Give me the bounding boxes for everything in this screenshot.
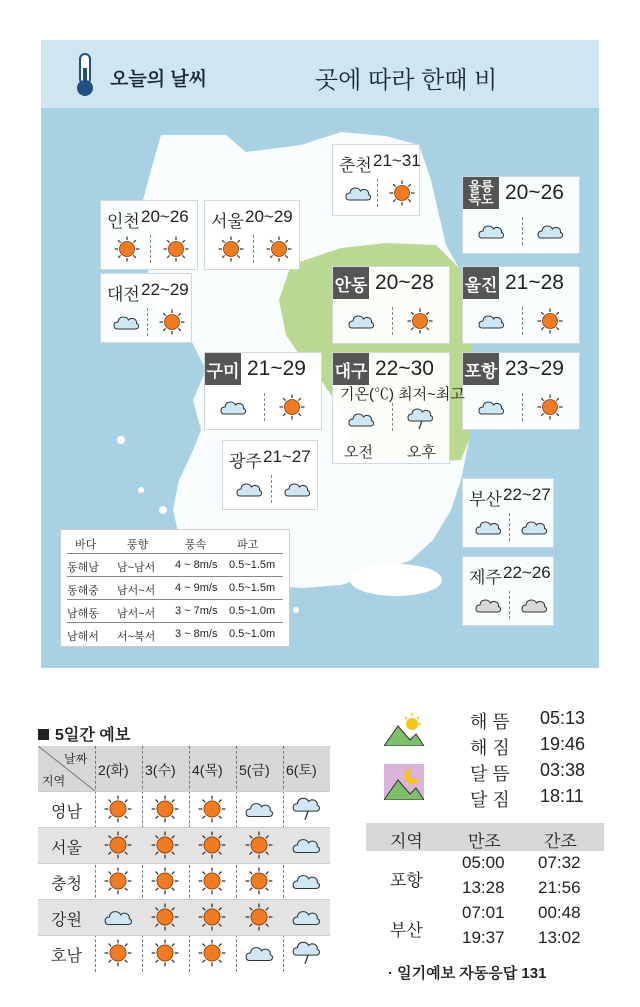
sea-cell: 0.5~1.5m [229,582,276,594]
city-temp: 21~27 [263,447,311,466]
sun-icon [265,235,293,263]
cloud-icon [347,405,375,433]
rain-icon [291,794,321,824]
sun-icon [103,938,133,968]
sea-cell: 0.5~1.0m [229,605,276,617]
sun-icon [197,830,227,860]
city-card-daejeon [100,273,192,343]
city-temp: 20~26 [141,207,189,226]
sun-icon [197,794,227,824]
rain-icon [291,938,321,968]
sea-cell: 3 ~ 8m/s [175,628,218,640]
sea-cell: 동해중 [67,585,99,597]
sea-forecast-table [60,529,290,647]
forecast-day: 5(금) [239,762,270,778]
sea-cell: 0.5~1.0m [229,628,276,640]
city-card-andong [332,266,450,344]
forecast-title [38,722,130,745]
cloud-icon [291,866,321,896]
city-name: 인천 [107,212,140,231]
sun-icon [406,307,434,335]
sun-icon [244,830,274,860]
sea-row [67,624,283,645]
sun-icon [536,393,564,421]
moonset-label: 달 짐 [470,790,510,810]
sea-row [67,578,283,600]
city-temp: 21~28 [505,271,564,294]
sun-icon [150,830,180,860]
sun-icon [150,794,180,824]
cloud-icon [474,591,502,619]
sea-header: 파고 [237,539,259,551]
city-temp: 22~29 [141,280,189,299]
forecast-day: 4(목) [192,762,223,778]
cloud-icon [344,179,372,207]
forecast-region: 강원 [51,912,82,929]
sun-icon [103,830,133,860]
city-name: 부산 [469,490,502,509]
city-card-seoul [204,200,300,270]
city-card-busan [462,478,554,548]
phone-service-note: · 일기예보 자동응답 131 [388,965,547,982]
tide-high: 07:01 [462,903,505,922]
sun-icon [150,866,180,896]
city-name: 제주 [469,568,502,587]
sea-cell: 남~남서 [117,562,156,574]
forecast-day: 3(수) [145,762,176,778]
city-name-badge: 울진 [463,267,499,299]
city-name-badge: 포항 [463,353,499,385]
cloud-icon [219,393,247,421]
sea-cell: 남해동 [67,608,99,620]
tide-region: 포항 [390,871,423,890]
forecast-day: 2(화) [98,762,129,778]
city-temp: 23~29 [505,357,564,380]
corner-region-label: 지역 [42,774,66,788]
cloud-icon [474,513,502,541]
sunset-time: 19:46 [540,734,586,754]
sun-icon [150,938,180,968]
forecast-region: 영남 [51,804,82,821]
city-card-pohang [462,352,580,430]
cloud-icon [112,308,140,336]
sunrise-time: 05:13 [540,708,586,728]
city-name-badge: 대구 [333,353,369,385]
city-name-badge: 울릉 독도 [463,177,499,209]
city-name-badge: 안동 [333,267,369,299]
sun-icon [388,179,416,207]
cloud-icon [520,591,548,619]
forecast-title-text: 5일간 예보 [55,727,131,744]
city-card-gumi [204,352,322,430]
sun-icon [103,794,133,824]
sunrise-icon [384,712,424,746]
cloud-icon [103,902,133,932]
sun-icon [158,308,186,336]
city-name: 광주 [229,452,262,471]
sun-icon [103,866,133,896]
tide-low: 13:02 [538,928,581,947]
forecast-region: 호남 [51,948,82,965]
forecast-region: 서울 [51,840,82,857]
moonset-time: 18:11 [540,786,584,806]
sun-icon [244,866,274,896]
rain-icon [406,405,434,433]
moonrise-time: 03:38 [540,760,586,780]
sunset-label: 해 짐 [470,738,510,758]
tide-low: 00:48 [538,903,581,922]
thermometer-icon [72,52,98,98]
forecast-region: 충청 [51,876,82,893]
cloud-icon [477,393,505,421]
sun-icon [150,902,180,932]
sea-cell: 남서~서 [117,585,156,597]
cloud-icon [477,307,505,335]
city-card-chuncheon [332,144,420,216]
city-card-uljin [462,266,580,344]
city-temp: 22~26 [503,563,551,582]
city-name: 대전 [107,285,140,304]
sun-icon [536,307,564,335]
cloud-icon [291,902,321,932]
sea-cell: 0.5~1.5m [229,559,276,571]
legend-am: 오전 [344,444,373,461]
tide-header-region: 지역 [390,832,423,851]
tide-low: 21:56 [538,878,581,897]
forecast-day: 6(토) [286,762,317,778]
cloud-icon [536,217,564,245]
cloud-icon [347,307,375,335]
tide-header-low: 간조 [544,832,577,851]
sun-icon [113,235,141,263]
corner-date-label: 날짜 [64,752,88,766]
sea-cell: 4 ~ 8m/s [175,559,218,571]
sea-header-row [67,532,283,554]
legend-pm: 오후 [407,444,436,461]
page-title: 오늘의 날씨 [110,69,208,90]
cloud-icon [283,475,311,503]
headline: 곳에 따라 한때 비 [315,67,498,94]
tide-low: 07:32 [538,853,581,872]
sea-cell: 남서~서 [117,608,156,620]
city-temp: 22~30 [375,357,434,380]
tide-region: 부산 [390,921,423,940]
sun-icon [197,902,227,932]
sea-cell: 서~북서 [117,631,156,643]
sea-header: 바다 [75,539,97,551]
city-temp: 20~29 [245,207,293,226]
moonrise-icon [384,764,424,800]
sea-row [67,601,283,623]
tide-high: 13:28 [462,878,505,897]
sun-icon [278,393,306,421]
city-temp: 21~31 [373,151,421,170]
cloud-icon [520,513,548,541]
city-card-incheon [100,200,198,270]
cloud-icon [235,475,263,503]
city-name-badge: 구미 [205,353,241,385]
sunrise-label: 해 뜸 [470,712,510,732]
city-card-gwangju [222,440,318,510]
forecast-table [38,746,330,972]
sun-icon [197,866,227,896]
sea-cell: 4 ~ 9m/s [175,582,218,594]
city-temp: 20~26 [505,181,564,204]
sun-icon [162,235,190,263]
cloud-icon [477,217,505,245]
city-temp: 22~27 [503,485,551,504]
cloud-icon [244,938,274,968]
sun-icon [197,938,227,968]
moonrise-label: 달 뜸 [470,764,510,784]
sea-header: 풍향 [127,539,149,551]
sea-header: 풍속 [185,539,207,551]
legend-label: 기온(℃) 최저~최고 [340,386,465,403]
city-name: 서울 [211,212,244,231]
city-name: 춘천 [339,156,372,175]
city-temp: 21~29 [247,357,306,380]
sea-cell: 남해서 [67,631,99,643]
sea-cell: 동해남 [67,562,99,574]
cloud-icon [291,830,321,860]
cloud-icon [244,794,274,824]
tide-high: 05:00 [462,853,505,872]
city-temp: 20~28 [375,271,434,294]
tide-high: 19:37 [462,928,505,947]
sun-icon [217,235,245,263]
city-card-ulleung [462,176,580,254]
city-card-jeju [462,556,554,626]
sea-cell: 3 ~ 7m/s [175,605,218,617]
sea-row [67,555,283,577]
sun-icon [244,902,274,932]
tide-header-high: 만조 [468,832,501,851]
